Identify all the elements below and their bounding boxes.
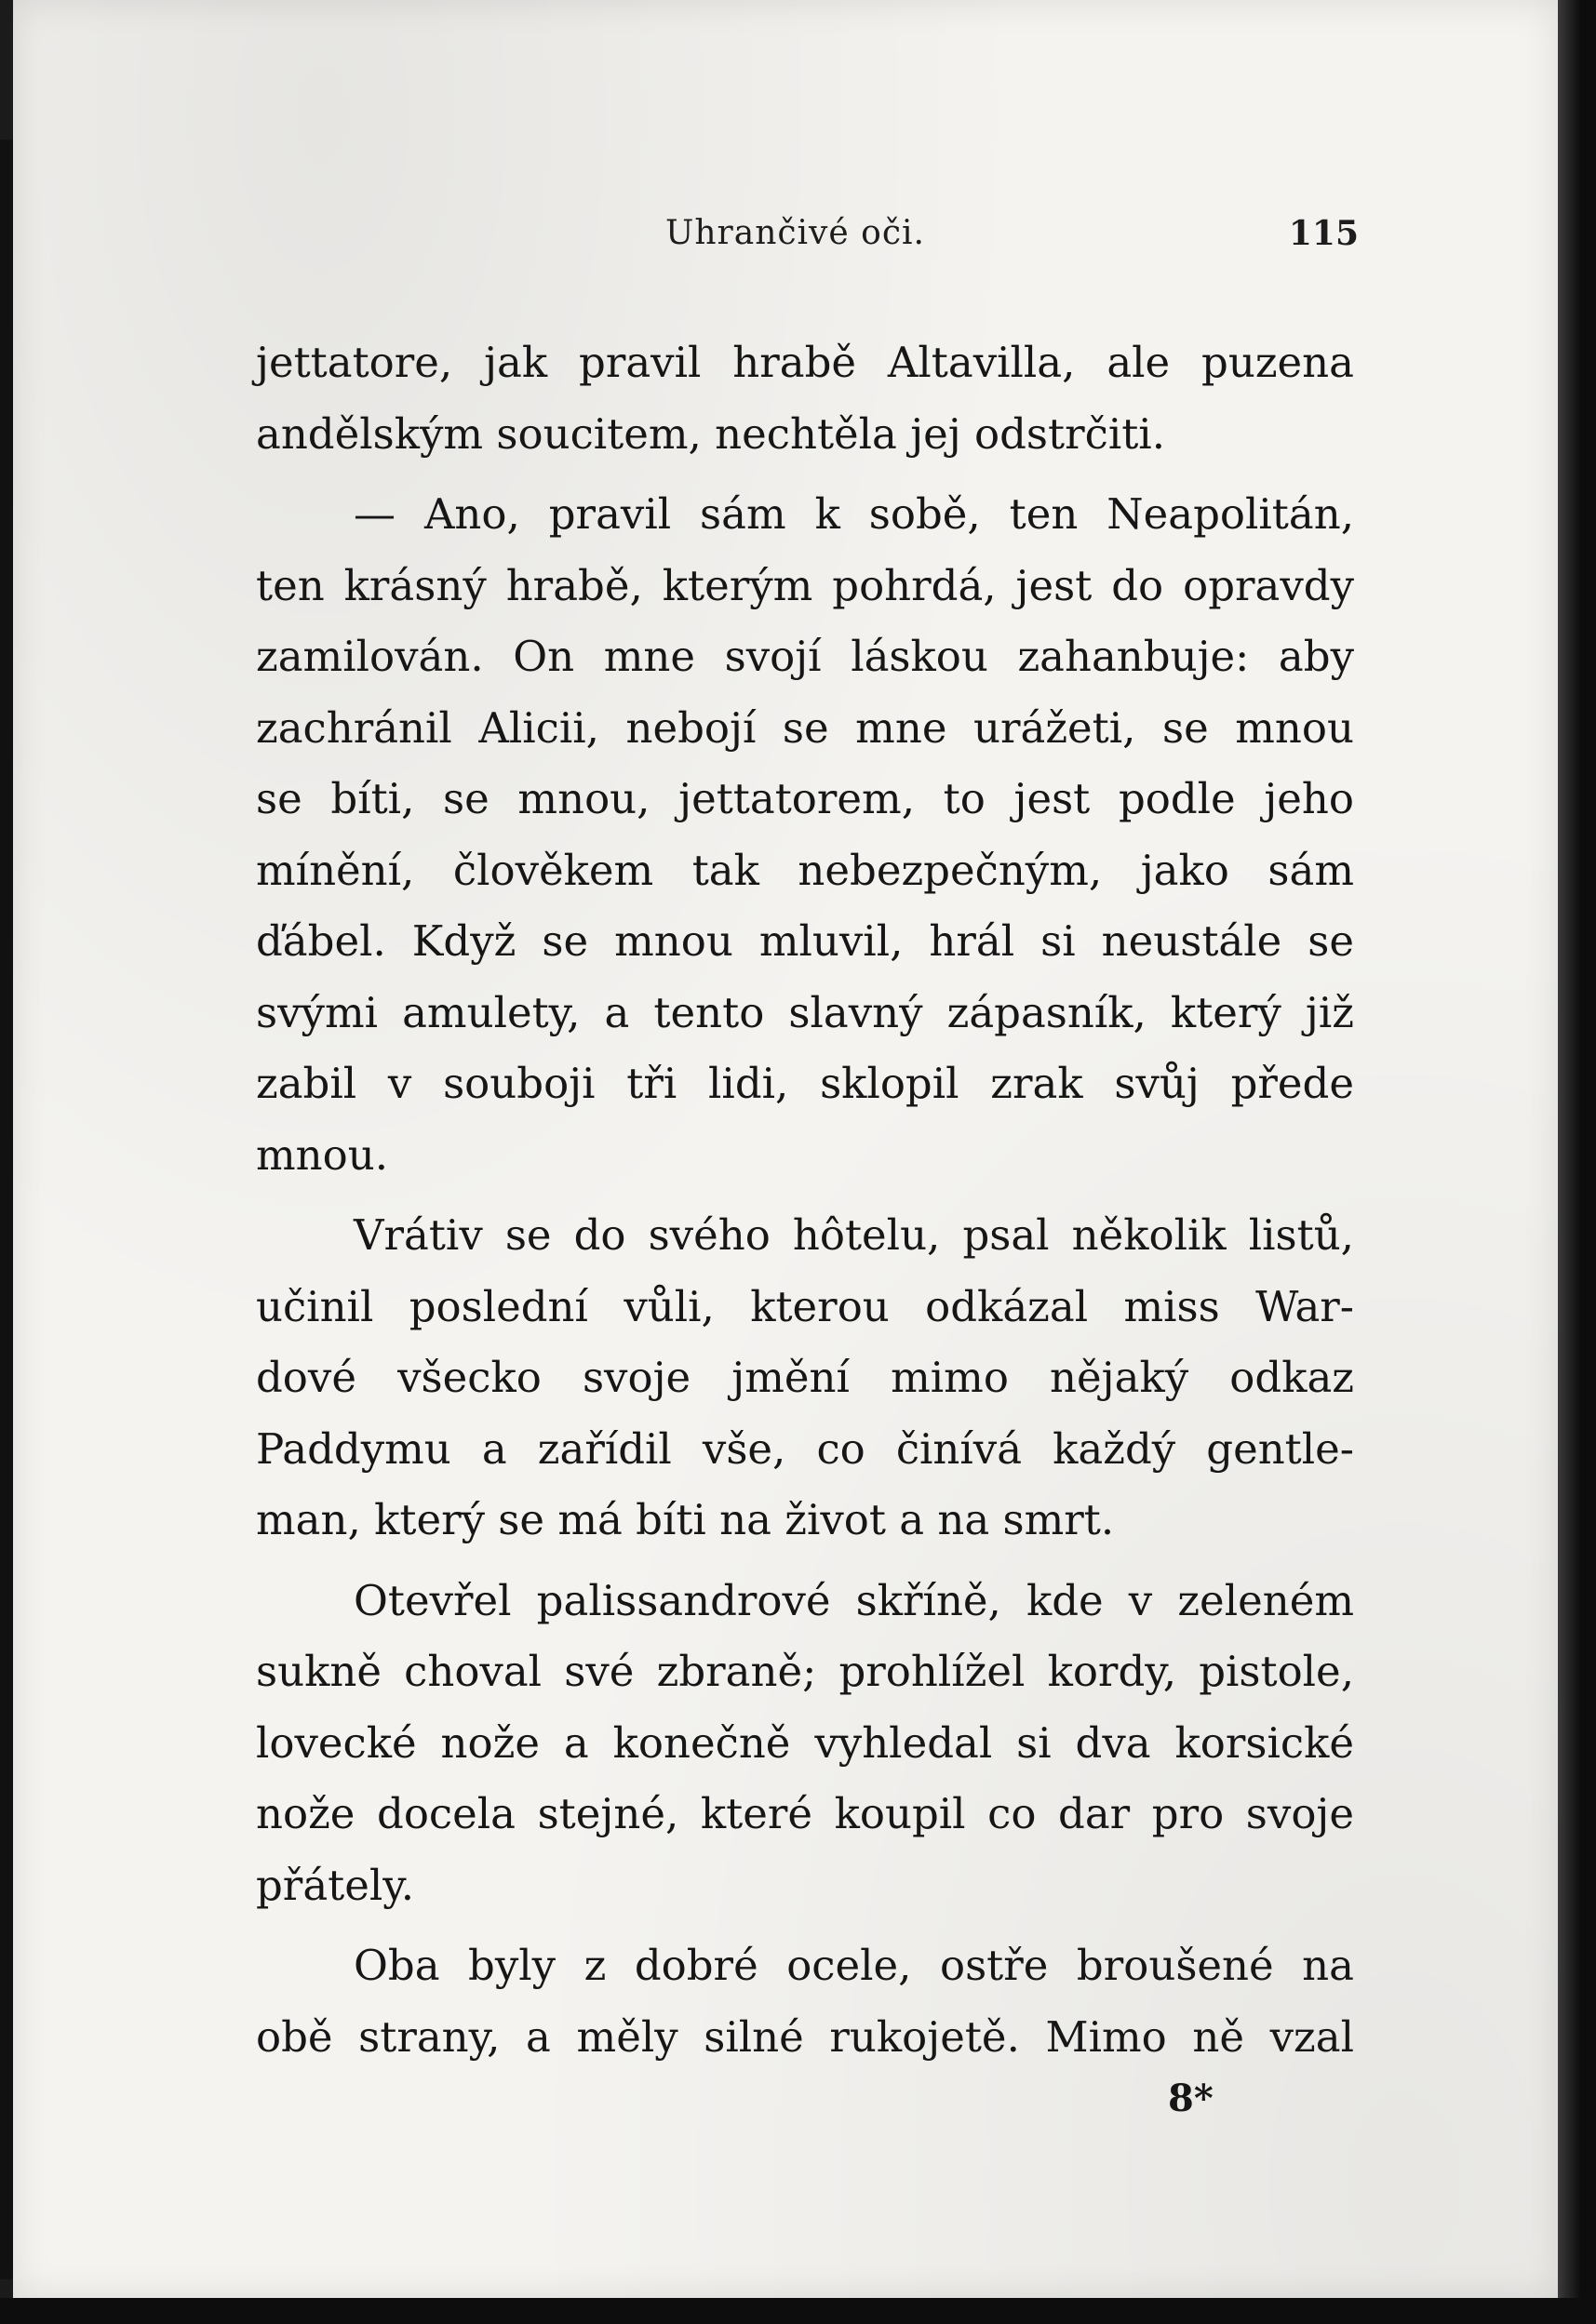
text-line: nože docela stejné, které koupil co dar pro svoje [256, 1789, 1354, 1838]
signature-mark: 8* [1168, 2077, 1214, 2120]
text-line: Vrátiv se do svého hôtelu, psal několik listů, [354, 1210, 1354, 1260]
page-number: 115 [1288, 214, 1359, 253]
text-line: Paddymu a zařídil vše, co činívá každý gentle- [256, 1423, 1354, 1474]
left-page-edge [0, 140, 13, 2279]
text-line: mínění, člověkem tak nebezpečným, jako sám [256, 845, 1354, 895]
running-head [251, 214, 1359, 260]
text-line: lovecké nože a konečně vyhledal si dva korsické [256, 1717, 1354, 1768]
text-line: zamilován. On mne svojí láskou zahanbuje: aby [256, 632, 1354, 681]
text-line: se bíti, se mnou, jettatorem, to jest podle jeho [256, 774, 1354, 823]
text-line: přátely. [256, 1860, 415, 1910]
text-line: sukně choval své zbraně; prohlížel kordy, pistole, [256, 1647, 1354, 1696]
text-line: Otevřel palissandrové skříně, kde v zeleném [354, 1575, 1354, 1625]
text-line: učinil poslední vůli, kterou odkázal miss War- [256, 1281, 1354, 1331]
text-line: zachránil Alicii, nebojí se mne urážeti, se mnou [256, 702, 1354, 753]
running-title: Uhrančivé oči. [665, 214, 925, 252]
text-line: svými amulety, a tento slavný zápasník, který již [256, 987, 1354, 1037]
body-text [256, 327, 1354, 2073]
text-line: — Ano, pravil sám k sobě, ten Neapolitán, [354, 489, 1354, 539]
text-line: zabil v souboji tři lidi, sklopil zrak svůj přede [256, 1059, 1354, 1108]
text-line: obě strany, a měly silné rukojetě. Mimo ně vzal [256, 2011, 1354, 2062]
text-line: Oba byly z dobré ocele, ostře broušené na [354, 1941, 1354, 1990]
text-line: ďábel. Když se mnou mluvil, hrál si neustále se [256, 916, 1354, 966]
text-line: mnou. [256, 1129, 389, 1180]
text-line: man, který se má bíti na život a na smrt. [256, 1495, 1115, 1544]
text-line: ten krásný hrabě, kterým pohrdá, jest do opravdy [256, 560, 1354, 610]
text-line: andělským soucitem, nechtěla jej odstrčiti. [256, 408, 1165, 459]
text-line: dové všecko svoje jmění mimo nějaký odkaz [256, 1353, 1354, 1402]
bottom-page-edge [0, 2298, 1596, 2324]
right-page-edge [1558, 0, 1596, 2324]
text-line: jettatore, jak pravil hrabě Altavilla, ale puzena [256, 338, 1354, 387]
